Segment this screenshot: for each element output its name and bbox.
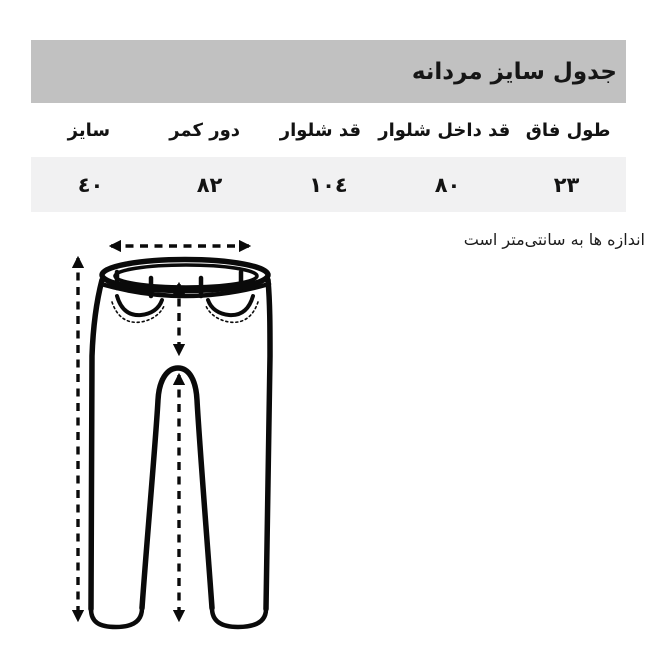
waist-opening-inner bbox=[115, 265, 257, 287]
value-inseam: ٨٠ bbox=[434, 172, 461, 197]
units-note: اندازه ها به سانتی‌متر است bbox=[463, 230, 645, 249]
value-waist: ٨٢ bbox=[196, 172, 223, 197]
table-title-bar bbox=[31, 40, 626, 103]
value-rise: ٢٣ bbox=[553, 172, 580, 197]
value-size: ٤٠ bbox=[77, 172, 104, 197]
left-hem bbox=[91, 608, 142, 627]
table-value-row bbox=[31, 157, 626, 212]
pants-diagram-svg bbox=[55, 228, 325, 652]
inner-seams-crotch bbox=[142, 368, 212, 608]
column-header-inseam: قد داخل شلوار bbox=[378, 119, 511, 141]
table-header-row bbox=[31, 103, 626, 157]
column-header-waist: دور کمر bbox=[169, 119, 241, 141]
right-side-seam bbox=[266, 280, 270, 609]
pants-diagram bbox=[55, 228, 325, 652]
left-side-seam bbox=[91, 280, 102, 609]
size-table bbox=[31, 40, 626, 212]
table-title: جدول سایز مردانه bbox=[411, 58, 617, 85]
right-hem bbox=[212, 608, 266, 627]
value-length: ١٠٤ bbox=[309, 172, 348, 197]
column-header-rise: طول فاق bbox=[525, 119, 611, 141]
column-header-size: سایز bbox=[67, 119, 111, 141]
measurement-arrows bbox=[78, 246, 249, 620]
left-pocket bbox=[117, 296, 162, 315]
column-header-length: قد شلوار bbox=[279, 119, 362, 141]
right-pocket bbox=[208, 296, 253, 315]
